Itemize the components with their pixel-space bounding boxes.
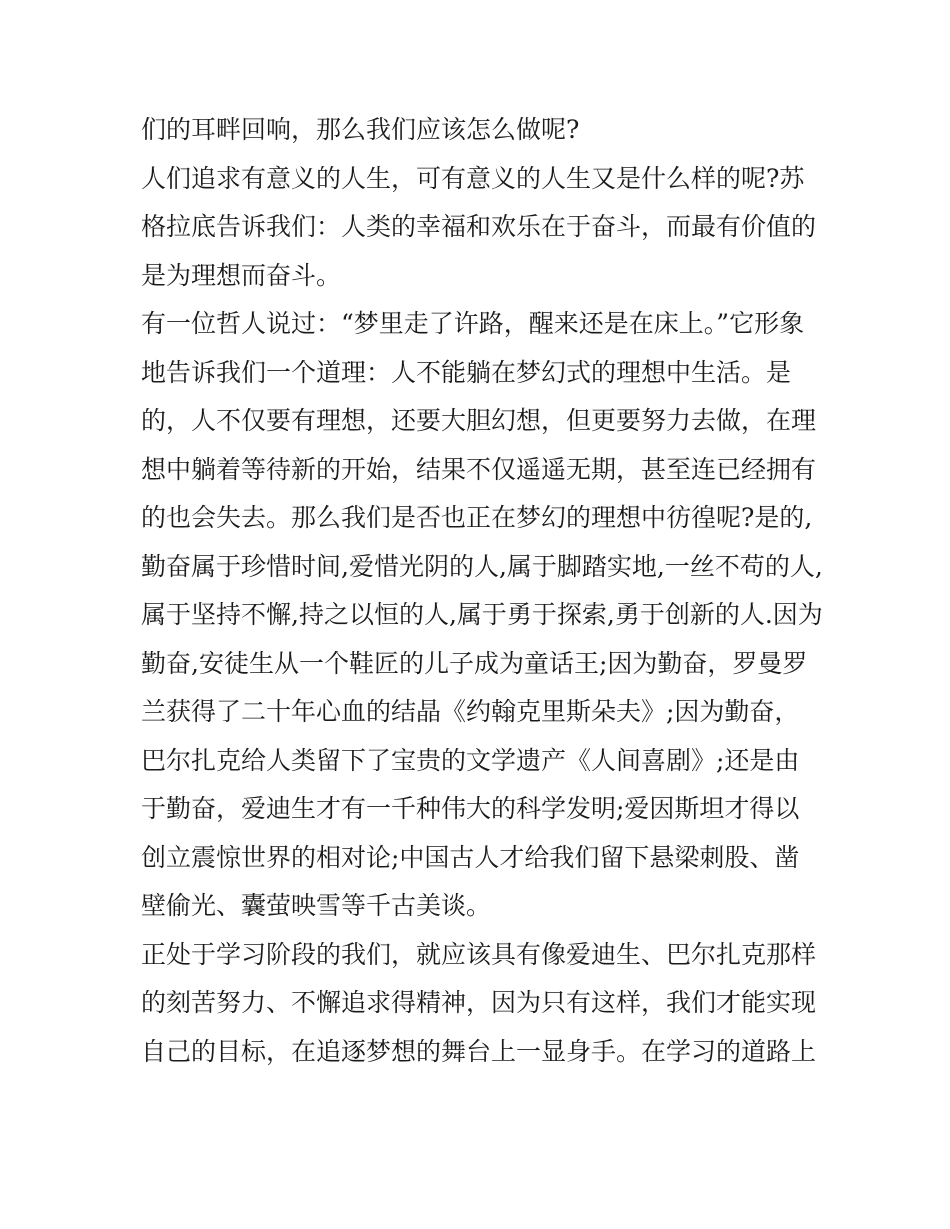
text-line: 创立震惊世界的相对论;中国古人才给我们留下悬梁刺股、凿 [141, 842, 800, 872]
text-line: 人们追求有意义的人生，可有意义的人生又是什么样的呢?苏 [141, 163, 805, 193]
text-line: 正处于学习阶段的我们，就应该具有像爱迪生、巴尔扎克那样 [141, 939, 817, 969]
text-line: 想中躺着等待新的开始，结果不仅遥遥无期，甚至连已经拥有 [141, 454, 817, 484]
text-line: 们的耳畔回响，那么我们应该怎么做呢? [141, 115, 580, 144]
text-line: 是为理想而奋斗。 [141, 260, 342, 290]
text-line: 勤奋,安徒生从一个鞋匠的儿子成为童话王;因为勤奋，罗曼罗 [141, 648, 808, 678]
text-line: 属于坚持不懈,持之以恒的人,属于勇于探索,勇于创新的人.因为 [141, 600, 823, 629]
text-line: 巴尔扎克给人类留下了宝贵的文学遗产《人间喜剧》;还是由 [141, 745, 800, 775]
text-line: 的刻苦努力、不懈追求得精神，因为只有这样，我们才能实现 [141, 988, 817, 1017]
text-line: 格拉底告诉我们：人类的幸福和欢乐在于奋斗，而最有价值的 [141, 212, 817, 241]
text-line: 的，人不仅要有理想，还要大胆幻想，但更要努力去做，在理 [141, 406, 817, 435]
body-text [141, 106, 821, 1076]
text-line: 勤奋属于珍惜时间,爱惜光阴的人,属于脚踏实地,一丝不苟的人, [141, 551, 823, 581]
text-line: 壁偷光、囊萤映雪等千古美谈。 [141, 891, 492, 920]
text-line: 于勤奋，爱迪生才有一千种伟大的科学发明;爱因斯坦才得以 [141, 794, 800, 823]
text-line: 自己的目标，在追逐梦想的舞台上一显身手。在学习的道路上 [141, 1036, 817, 1066]
text-line: 的也会失去。那么我们是否也正在梦幻的理想中彷徨呢?是的, [141, 503, 813, 532]
text-line: 有一位哲人说过：“梦里走了许路，醒来还是在床上。”它形象 [141, 309, 805, 338]
text-line: 兰获得了二十年心血的结晶《约翰克里斯朵夫》;因为勤奋， [141, 697, 800, 726]
text-line: 地告诉我们一个道理：人不能躺在梦幻式的理想中生活。是 [141, 357, 792, 387]
